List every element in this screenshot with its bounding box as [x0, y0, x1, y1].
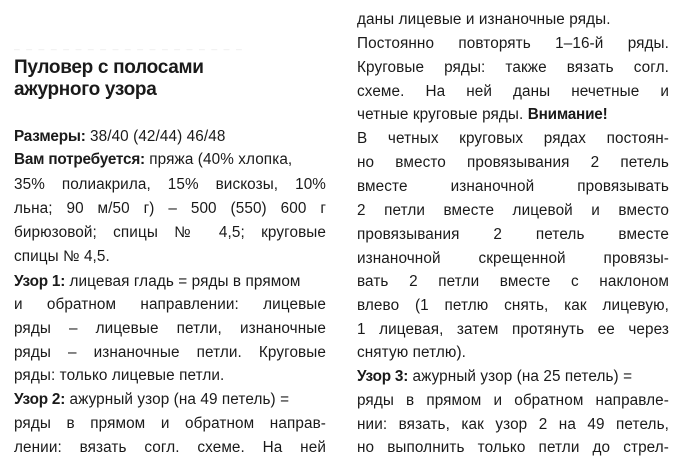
pattern3-line-2: ряды в прямом и обратном направле-: [357, 392, 669, 409]
pattern2-line-3: лении: вязать согл. схеме. На ней: [14, 439, 326, 456]
right-line-8: вместе изнаночной провязывать: [357, 178, 669, 195]
right-line-15: снятую петлю).: [357, 344, 467, 361]
right-line-5: [357, 104, 669, 126]
right-line-4: схеме. На ней даны нечетные и: [357, 83, 669, 100]
title-line-2: ажурного узора: [14, 79, 157, 100]
pattern3-label: Узор 3:: [357, 368, 409, 385]
right-line-5-text: четные круговые ряды.: [357, 106, 524, 123]
pattern1-text-1: лицевая гладь = ряды в прямом: [65, 273, 301, 290]
pattern3-line-3: нии: вязать, как узор 2 на 49 петель,: [357, 416, 669, 433]
pattern1-line-1: [14, 271, 326, 293]
pattern1-line-3: ряды – лицевые петли, изнаночные: [14, 320, 326, 337]
right-line-1: даны лицевые и изнаночные ряды.: [357, 11, 611, 28]
right-line-14: 1 лицевая, затем протянуть ее через: [357, 321, 669, 338]
pattern2-text-1: ажурный узор (на 49 петель) =: [65, 391, 290, 408]
faded-header-text: _ _ _ _ _ _ _ _ _ _ _ _ _ _ _ _ _ _ _: [14, 40, 244, 51]
right-line-3: Круговые ряды: также вязать согл.: [357, 59, 669, 76]
pattern1-line-5: ряды: только лицевые петли.: [14, 367, 225, 384]
sizes-value: 38/40 (42/44) 46/48: [85, 128, 226, 145]
pattern2-line-2: ряды в прямом и обратном направ-: [14, 415, 326, 432]
pattern1-label: Узор 1:: [14, 273, 66, 290]
pattern2-label: Узор 2:: [14, 391, 66, 408]
right-line-10: провязывания 2 петель вместе: [357, 226, 669, 243]
pattern1-line-4: ряды – изнаночные петли. Круговые: [14, 344, 326, 361]
right-line-12: вать 2 петли вместе с наклоном: [357, 273, 669, 290]
materials-line-4: бирюзовой; спицы № 4,5; круговые: [14, 224, 326, 241]
materials-label: Вам потребуется:: [14, 151, 145, 168]
attention-label: Внимание!: [527, 106, 608, 123]
right-line-7: но вместо провязывания 2 петель: [357, 154, 669, 171]
materials-line-1: [14, 149, 334, 171]
pattern1-line-2: и обратном направлении: лицевые: [14, 296, 326, 313]
right-line-11: изнаночной скрещенной провязы-: [357, 250, 669, 267]
right-line-6: В четных круговых рядах постоян-: [357, 130, 669, 147]
materials-line-3: льна; 90 м/50 г) – 500 (550) 600 г: [14, 200, 326, 217]
sizes-label: Размеры:: [14, 128, 86, 145]
pattern3-line-1: [357, 366, 669, 388]
sizes-line: [14, 126, 334, 148]
pattern3-text-1: ажурный узор (на 25 петель) =: [408, 368, 633, 385]
materials-line-5: спицы № 4,5.: [14, 248, 110, 265]
right-line-2: Постоянно повторять 1–16-й ряды.: [357, 35, 669, 52]
pattern3-line-4: но выполнить только петли до стрел-: [357, 439, 669, 456]
title-line-1: Пуловер с полосами: [14, 57, 204, 78]
right-line-9: 2 петли вместе лицевой и вместо: [357, 202, 669, 219]
materials-line-2: 35% полиакрила, 15% вискозы, 10%: [14, 176, 326, 193]
right-line-13: влево (1 петлю снять, как лицевую,: [357, 297, 669, 314]
materials-text-1: пряжа (40% хлопка,: [144, 151, 293, 168]
article-title: [14, 57, 334, 101]
pattern2-line-1: [14, 389, 326, 411]
